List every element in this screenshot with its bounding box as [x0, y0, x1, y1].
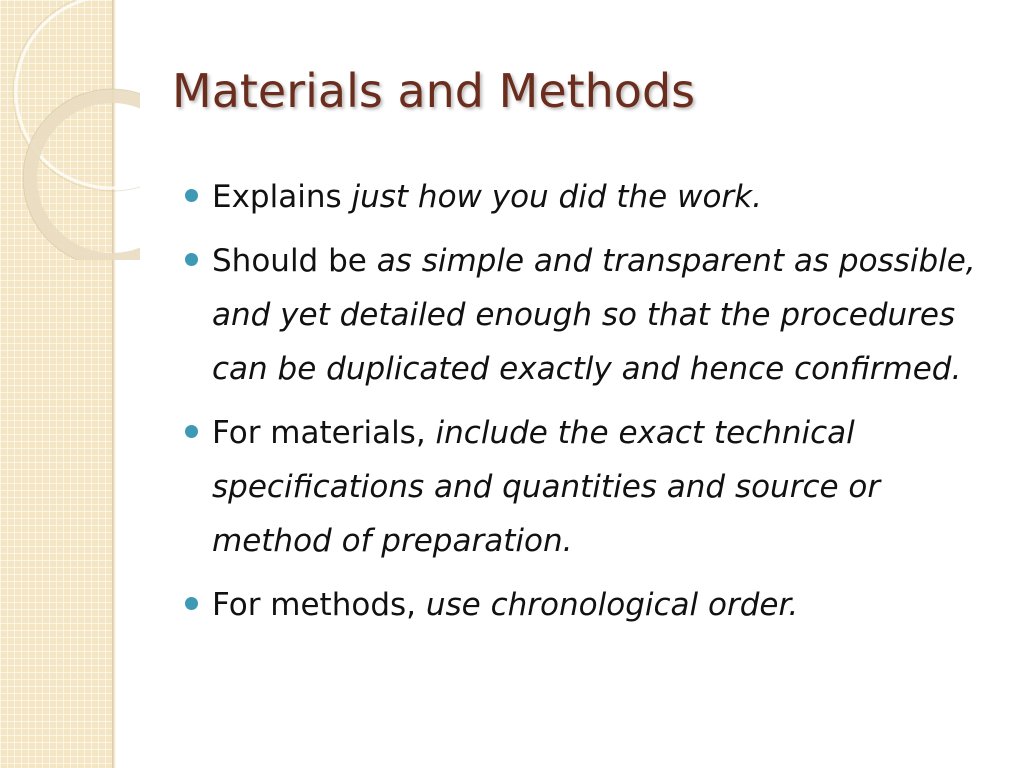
decorative-rings-icon	[0, 0, 140, 260]
bullet-dot-icon	[185, 253, 198, 266]
bullet-list	[182, 170, 982, 642]
bullet-dot-icon	[185, 189, 198, 202]
bullet-lead-text: For methods,	[212, 587, 426, 623]
bullet-emphasis-text: include the exact technical specifications and quantities and source or method of preparation.	[212, 415, 881, 559]
slide-title: Materials and Methods	[172, 64, 696, 118]
bullet-item	[182, 578, 982, 632]
bullet-lead-text: Should be	[212, 243, 377, 279]
bullet-emphasis-text: as simple and transparent as possible, and yet detailed enough so that the procedures can be duplicated exactly and hence confirmed.	[212, 243, 976, 387]
bullet-dot-icon	[185, 597, 198, 610]
bullet-lead-text: For materials,	[212, 415, 436, 451]
bullet-emphasis-text: use chronological order.	[425, 587, 799, 623]
bullet-lead-text: Explains	[212, 179, 352, 215]
bullet-emphasis-text: just how you did the work.	[351, 179, 762, 215]
bullet-item	[182, 170, 982, 224]
bullet-dot-icon	[185, 425, 198, 438]
bullet-item	[182, 406, 982, 568]
bullet-item	[182, 234, 982, 396]
